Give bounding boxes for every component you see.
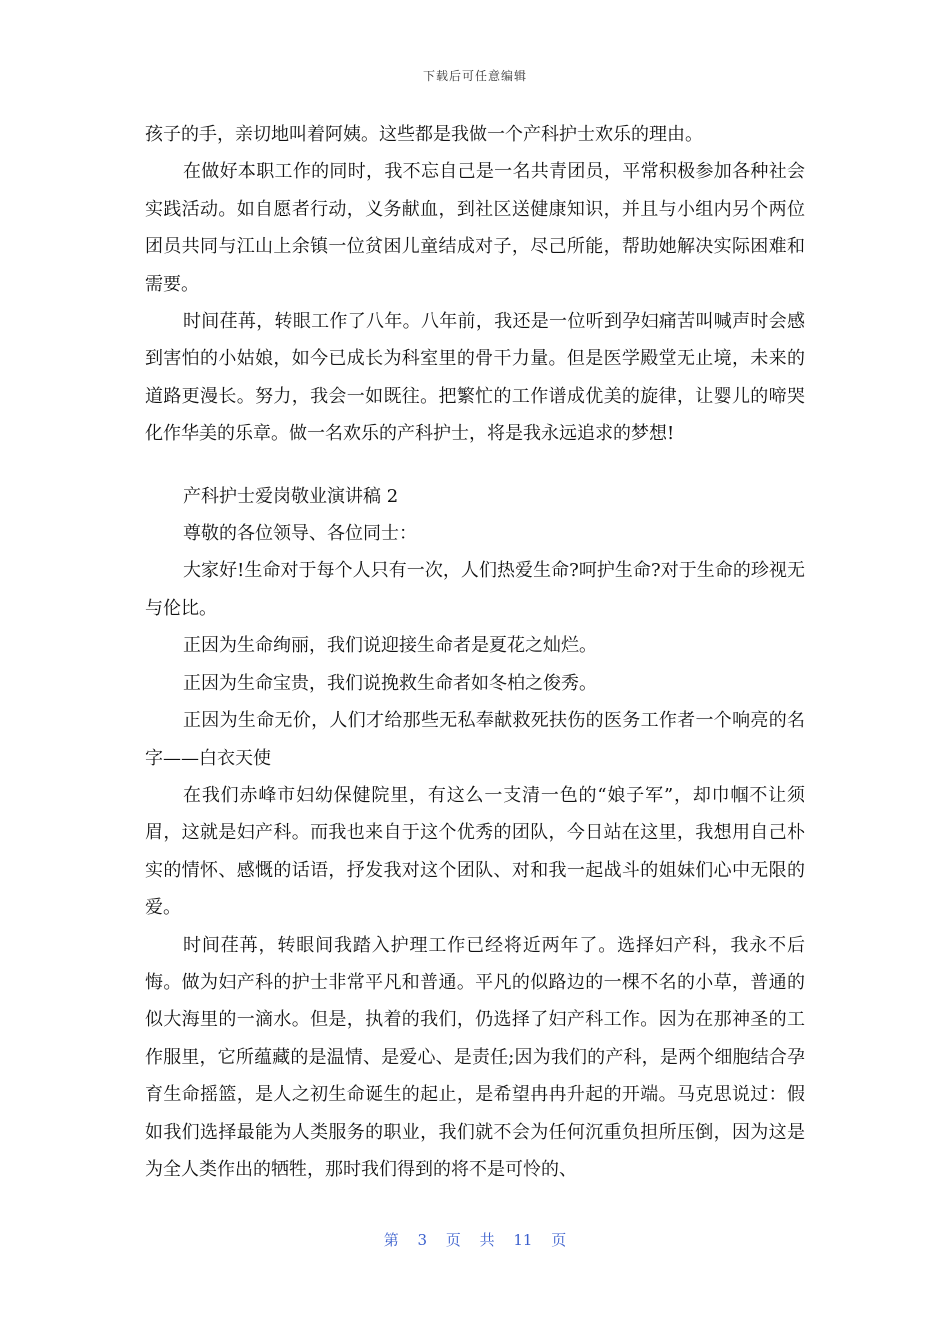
paragraph-two-years: 时间荏苒，转眼间我踏入护理工作已经将近两年了。选择妇产科，我永不后悔。做为妇产科的护士非常平凡和普通。平凡的似路边的一棵不名的小草，普通的似大海里的一滴水。但是，执着的我们，仍选择了妇产科工作。因为在那神圣的工作服里，它所蕴藏的是温情、是爱心、是责任;因为我们的产科，是两个细胞结合孕育生命摇篮，是人之初生命诞生的起止，是希望冉冉升起的开端。马克思说过：假如我们选择最能为人类服务的职业，我们就不会为任何沉重负担所压倒，因为这是为全人类作出的牺牲，那时我们得到的将不是可怜的、 xyxy=(145,934,805,1180)
header-note: 下载后可任意编辑 xyxy=(422,69,527,83)
paragraph-life-brilliant: 正因为生命绚丽，我们说迎接生命者是夏花之灿烂。 xyxy=(183,635,597,657)
paragraph-life-priceless: 正因为生命无价，人们才给那些无私奉献救死扶伤的医务工作者一个响亮的名字——白衣天使 xyxy=(145,710,805,769)
page-number: 第 3 页 共 11 页 xyxy=(383,1231,567,1249)
speech-greeting: 尊敬的各位领导、各位同士： xyxy=(183,523,417,545)
document-body xyxy=(145,116,805,1188)
paragraph-continued: 孩子的手，亲切地叫着阿姨。这些都是我做一个产科护士欢乐的理由。 xyxy=(145,124,703,145)
paragraph-obstetrics-team: 在我们赤峰市妇幼保健院里，有这么一支清一色的“娘子军”，却巾帼不让须眉，这就是妇产科。而我也来自于这个优秀的团队，今日站在这里，我想用自己朴实的情怀、感慨的话语，抒发我对这个团队、对和我一起战斗的姐妹们心中无限的爱。 xyxy=(145,784,805,919)
paragraph-life-precious: 正因为生命宝贵，我们说挽救生命者如冬柏之俊秀。 xyxy=(183,672,597,694)
speech-title: 产科护士爱岗敬业演讲稿 2 xyxy=(183,485,399,507)
paragraph-life-once: 大家好!生命对于每个人只有一次，人们热爱生命?呵护生命?对于生命的珍视无与伦比。 xyxy=(145,560,805,619)
paragraph-volunteer: 在做好本职工作的同时，我不忘自己是一名共青团员，平常积极参加各种社会实践活动。如自愿者行动，义务献血，到社区送健康知识，并且与小组内另个两位团员共同与江山上余镇一位贫困儿童结成对子，尽己所能，帮助她解决实际困难和需要。 xyxy=(145,161,805,295)
paragraph-eight-years: 时间荏苒，转眼工作了八年。八年前，我还是一位听到孕妇痛苦叫喊声时会感到害怕的小姑娘，如今已成长为科室里的骨干力量。但是医学殿堂无止境，未来的道路更漫长。努力，我会一如既往。把繁忙的工作谱成优美的旋律，让婴儿的啼哭化作华美的乐章。做一名欢乐的产科护士，将是我永远追求的梦想! xyxy=(145,311,805,445)
section-gap xyxy=(145,453,805,478)
